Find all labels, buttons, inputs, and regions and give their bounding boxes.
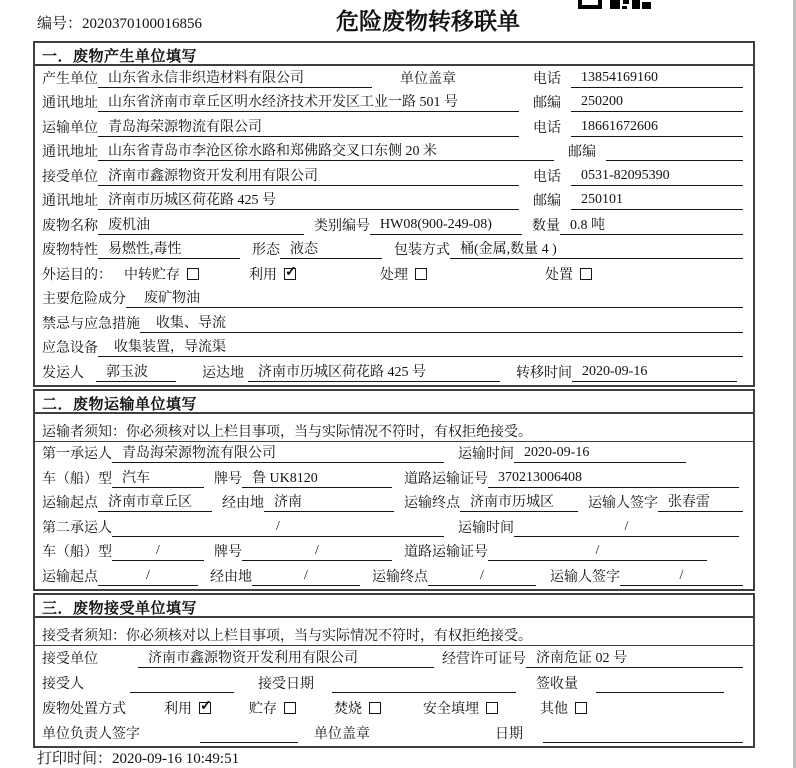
- acceptor-value: [130, 675, 234, 693]
- accept-date-value: [332, 675, 516, 693]
- row-first-carrier: [35, 442, 753, 467]
- purpose-option-treat: [380, 264, 427, 284]
- phone-label: 电话: [533, 120, 561, 136]
- print-time-value: 2020-09-16 10:49:51: [112, 751, 240, 767]
- road-license-value: 370213006408: [488, 470, 739, 488]
- row-disposal-method: [35, 696, 753, 721]
- row-acceptor: [35, 671, 753, 696]
- address-value: 山东省济南市章丘区明水经济技术开发区工业一路 501 号: [98, 91, 519, 112]
- plate-label: 牌号: [214, 545, 242, 560]
- endpoint-value: /: [428, 568, 536, 586]
- category-code-value: HW08(900-249-08): [370, 217, 522, 235]
- phone-value: 0531-82095390: [571, 168, 743, 186]
- option-label: 安全填埋: [423, 701, 479, 717]
- responsible-sign-label: 单位负责人签字: [42, 726, 140, 742]
- phone-label: 电话: [533, 169, 561, 185]
- address-label: 通讯地址: [42, 96, 98, 111]
- plate-label: 牌号: [214, 471, 242, 487]
- row-transport-address: [35, 140, 753, 165]
- serial-value: 2020370100016856: [82, 16, 203, 32]
- road-license-label: 道路运输证号: [404, 545, 488, 560]
- acceptor-label: 接受人: [42, 676, 84, 692]
- section3-title: 三．废物接受单位填写: [35, 595, 753, 618]
- manifest-form: [33, 41, 755, 748]
- row-vehicle-1: [35, 466, 753, 491]
- carrier-sign-label: 运输人签字: [550, 569, 620, 585]
- transport-time-value: /: [514, 519, 739, 537]
- second-carrier-value: /: [112, 519, 444, 537]
- second-carrier-label: 第二承运人: [42, 520, 112, 536]
- address-value: 山东省青岛市李沧区徐水路和郑佛路交叉口东侧 20 米: [98, 140, 554, 161]
- destination-value: 济南市历城区荷花路 425 号: [248, 361, 500, 382]
- row-emergency-equipment: [35, 336, 753, 361]
- road-license-label: 道路运输证号: [404, 471, 488, 487]
- carrier-sign-label: 运输人签字: [588, 496, 658, 511]
- zip-value: [606, 143, 743, 161]
- phone-value: 18661672606: [571, 119, 743, 137]
- option-label: 其他: [540, 701, 568, 717]
- unit-seal-label: 单位盖章: [314, 726, 370, 742]
- transport-time-label: 运输时间: [458, 447, 514, 462]
- checkbox-utilize: [199, 702, 211, 714]
- option-label: 处置: [545, 267, 573, 283]
- road-license-value: /: [488, 543, 707, 561]
- purpose-option-utilize: [249, 264, 296, 284]
- section2-title: 二．废物运输单位填写: [35, 391, 753, 414]
- page-title: 危险废物转移联单: [336, 9, 520, 34]
- origin-label: 运输起点: [42, 496, 98, 511]
- row-receiver-unit: [35, 164, 753, 189]
- row-vehicle-2: [35, 540, 753, 565]
- via-value: /: [252, 568, 360, 586]
- row-accept-unit: [35, 646, 753, 671]
- form-label: 形态: [252, 243, 280, 258]
- taboo-value: 收集、导流: [140, 312, 743, 333]
- form-value: 液态: [280, 238, 382, 259]
- row-receiver-address: [35, 189, 753, 214]
- hazard-label: 主要危险成分: [42, 292, 126, 307]
- producer-unit-label: 产生单位: [42, 71, 98, 87]
- serial-label: 编号：: [37, 16, 83, 32]
- option-label: 贮存: [249, 701, 277, 717]
- row-responsible-signature: [35, 721, 753, 746]
- shipper-value: 郭玉波: [96, 361, 176, 382]
- taboo-label: 禁忌与应急措施: [42, 316, 140, 332]
- section-receiver: [33, 593, 755, 748]
- transport-unit-label: 运输单位: [42, 120, 98, 136]
- receiver-unit-value: 济南市鑫源物资开发利用有限公司: [98, 165, 519, 186]
- responsible-sign-value: [200, 725, 298, 743]
- quantity-value: 0.8 吨: [560, 214, 743, 235]
- characteristic-label: 废物特性: [42, 243, 98, 258]
- origin-value: /: [98, 568, 198, 586]
- date-label: 日期: [495, 726, 523, 742]
- operating-license-label: 经营许可证号: [442, 651, 526, 667]
- first-carrier-label: 第一承运人: [42, 447, 112, 462]
- row-route-1: [35, 491, 753, 516]
- row-waste-characteristic: [35, 238, 753, 263]
- checkbox-other: [575, 702, 587, 714]
- via-label: 经由地: [210, 569, 252, 585]
- checkbox-store: [284, 702, 296, 714]
- via-label: 经由地: [222, 496, 264, 511]
- first-carrier-value: 青岛海荣源物流有限公司: [112, 442, 444, 463]
- vehicle-type-value: /: [112, 543, 204, 561]
- equipment-label: 应急设备: [42, 341, 98, 356]
- plate-value: /: [242, 543, 392, 561]
- purpose-option-storage: [124, 264, 199, 284]
- packaging-value: 桶(金属,数量 4 ): [450, 238, 743, 259]
- carrier-sign-value: /: [620, 568, 743, 586]
- waste-name-value: 废机油: [98, 214, 304, 235]
- row-taboo-measures: [35, 311, 753, 336]
- producer-unit-value: 山东省永信非织造材料有限公司: [98, 67, 372, 88]
- transfer-time-value: 2020-09-16: [572, 364, 737, 382]
- via-value: 济南: [264, 491, 394, 512]
- zip-label: 邮编: [533, 96, 561, 111]
- option-label: 利用: [164, 701, 192, 717]
- zip-value: 250101: [571, 192, 743, 210]
- row-hazard-component: [35, 287, 753, 312]
- disposal-option-landfill: [423, 698, 498, 718]
- zip-value: 250200: [571, 94, 743, 112]
- row-waste-name: [35, 213, 753, 238]
- destination-label: 运达地: [202, 365, 244, 381]
- endpoint-label: 运输终点: [404, 496, 460, 511]
- section-producer: [33, 41, 755, 387]
- phone-label: 电话: [533, 71, 561, 87]
- vehicle-type-value: 汽车: [112, 467, 204, 488]
- category-code-label: 类别编号: [314, 218, 370, 234]
- qr-code-fragment: [578, 0, 652, 9]
- zip-label: 邮编: [533, 194, 561, 209]
- disposal-option-incinerate: [334, 698, 381, 718]
- option-label: 焚烧: [334, 701, 362, 717]
- quantity-label: 数量: [532, 218, 560, 234]
- carrier-sign-value: 张春雷: [658, 491, 743, 512]
- row-transport-unit: [35, 115, 753, 140]
- characteristic-value: 易燃性,毒性: [98, 238, 240, 259]
- option-label: 处理: [380, 267, 408, 283]
- operating-license-value: 济南危证 02 号: [526, 647, 743, 668]
- hazard-value: 废矿物油: [126, 287, 743, 308]
- checkbox-storage: [187, 268, 199, 280]
- packaging-label: 包装方式: [394, 243, 450, 258]
- transport-time-label: 运输时间: [458, 520, 514, 536]
- purpose-option-dispose: [545, 264, 592, 284]
- row-producer-address: [35, 91, 753, 116]
- shipper-label: 发运人: [42, 365, 84, 381]
- print-time-label: 打印时间：: [37, 751, 113, 767]
- disposal-option-utilize: [164, 698, 211, 718]
- receiver-unit-label: 接受单位: [42, 169, 98, 185]
- address-value: 济南市历城区荷花路 425 号: [98, 189, 519, 210]
- transporter-notice: 运输者须知：你必须核对以上栏目事项，当与实际情况不符时，有权拒绝接受。: [35, 414, 753, 442]
- phone-value: 13854169160: [571, 70, 743, 88]
- receipt-amount-value: [596, 675, 724, 693]
- row-route-2: [35, 564, 753, 589]
- checkbox-landfill: [486, 702, 498, 714]
- disposal-option-other: [540, 698, 587, 718]
- vehicle-type-label: 车（船）型: [42, 471, 112, 487]
- accept-date-label: 接受日期: [258, 676, 314, 692]
- date-value: [543, 725, 743, 743]
- receipt-amount-label: 签收量: [536, 676, 578, 692]
- origin-label: 运输起点: [42, 569, 98, 585]
- transport-time-value: 2020-09-16: [514, 445, 686, 463]
- receiver-notice: 接受者须知：你必须核对以上栏目事项，当与实际情况不符时，有权拒绝接受。: [35, 618, 753, 646]
- checkbox-treat: [415, 268, 427, 280]
- accept-unit-label: 接受单位: [42, 651, 98, 667]
- endpoint-label: 运输终点: [372, 569, 428, 585]
- waste-name-label: 废物名称: [42, 218, 98, 234]
- vehicle-type-label: 车（船）型: [42, 545, 112, 560]
- checkbox-incinerate: [369, 702, 381, 714]
- checkbox-utilize: [284, 268, 296, 280]
- section-transporter: [33, 389, 755, 591]
- row-producer-unit: [35, 66, 753, 91]
- row-transfer-purpose: [35, 262, 753, 287]
- endpoint-value: 济南市历城区: [460, 491, 578, 512]
- purpose-label: 外运目的：: [42, 267, 112, 283]
- option-label: 利用: [249, 267, 277, 283]
- row-second-carrier: [35, 515, 753, 540]
- print-time: [37, 747, 239, 768]
- address-label: 通讯地址: [42, 194, 98, 209]
- disposal-method-label: 废物处置方式: [42, 701, 126, 717]
- plate-value: 鲁 UK8120: [242, 467, 392, 488]
- option-label: 中转贮存: [124, 267, 180, 283]
- origin-value: 济南市章丘区: [98, 491, 212, 512]
- zip-label: 邮编: [568, 145, 596, 160]
- section1-title: 一．废物产生单位填写: [35, 43, 753, 66]
- equipment-value: 收集装置，导流渠: [98, 336, 743, 357]
- row-shipper: [35, 360, 753, 385]
- checkbox-dispose: [580, 268, 592, 280]
- transport-unit-value: 青岛海荣源物流有限公司: [98, 116, 519, 137]
- accept-unit-value: 济南市鑫源物资开发利用有限公司: [138, 647, 434, 668]
- unit-seal-label: 单位盖章: [400, 71, 456, 87]
- serial-number: [37, 12, 202, 33]
- transfer-time-label: 转移时间: [516, 365, 572, 381]
- address-label: 通讯地址: [42, 145, 98, 160]
- disposal-option-store: [249, 698, 296, 718]
